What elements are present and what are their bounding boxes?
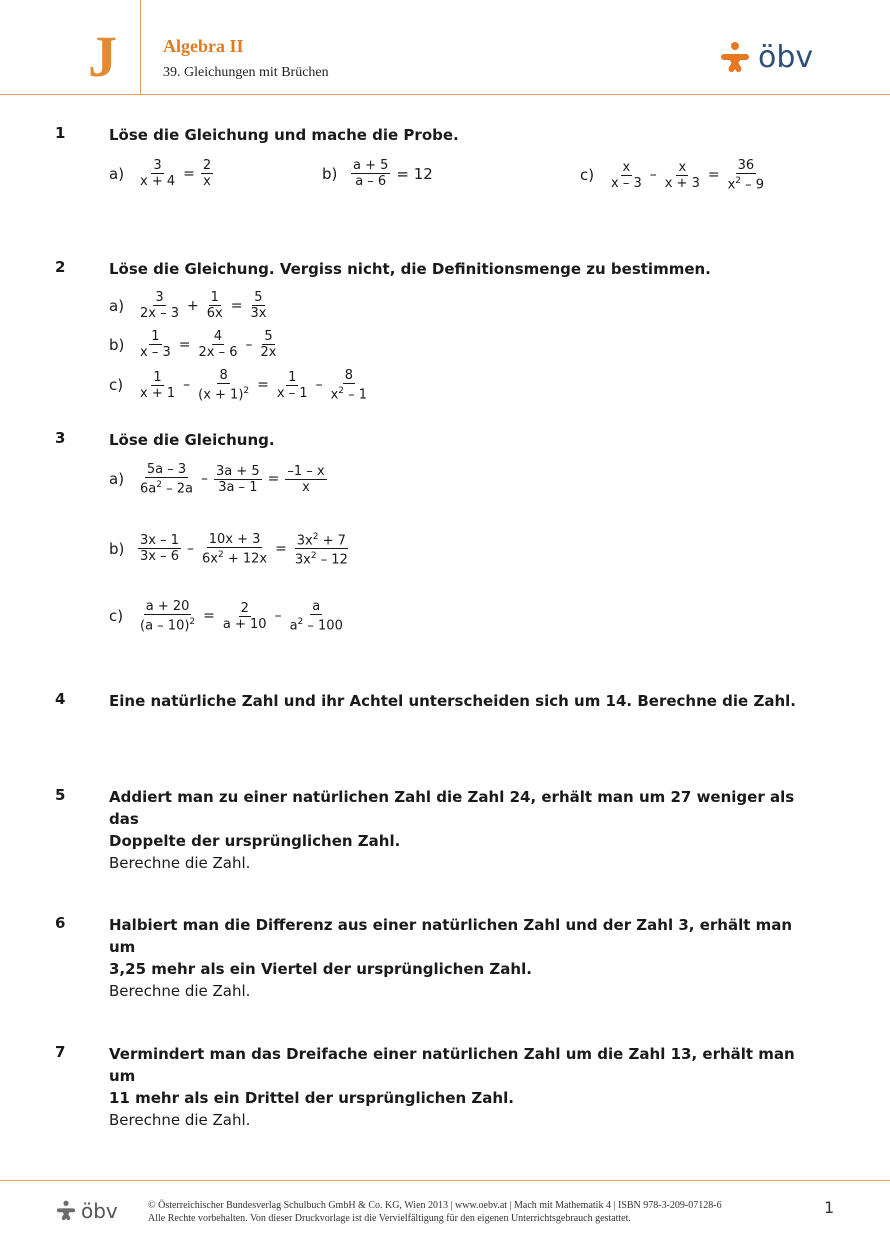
task-text: Löse die Gleichung. [109, 431, 275, 449]
fraction: $\frac{4}{2x - 6}$ [198, 329, 238, 360]
operator: – [183, 377, 191, 394]
footer-rule [0, 1180, 890, 1181]
task-number: 7 [55, 1043, 66, 1061]
star-logo-icon [718, 41, 752, 75]
header-rule [0, 94, 890, 95]
task-text [109, 786, 809, 874]
operator: – [187, 540, 194, 557]
operator: – [315, 377, 323, 394]
task-text: Löse die Gleichung. Vergiss nicht, die Definitionsmenge zu bestimmen. [109, 260, 711, 278]
operator: – [649, 167, 657, 184]
operator: = [707, 167, 720, 184]
footer-copyright [148, 1199, 722, 1225]
equation-3b [109, 530, 353, 568]
fraction: $\frac{5}{3x}$ [250, 290, 267, 321]
equation-3a [109, 462, 330, 496]
fraction: $\frac{1}{x + 1}$ [140, 369, 176, 401]
page-title: Algebra II [163, 36, 244, 56]
operator: = [257, 377, 269, 394]
equation-label: b) [109, 539, 125, 558]
operator: – [201, 471, 208, 488]
equation-label: c) [580, 166, 595, 185]
fraction: $\frac{3x - 1}{3x - 6}$ [140, 533, 179, 565]
fraction: $\frac{a + 5}{a - 6}$ [353, 158, 389, 189]
fraction: $\frac{10x + 3}{6x^2 + 12x}$ [202, 531, 268, 566]
fraction: $\frac{1}{x - 1}$ [276, 369, 308, 401]
equation-label: b) [322, 164, 338, 183]
fraction: $\frac{2}{x}$ [202, 158, 212, 189]
fraction: $\frac{5a - 3}{6a^2 - 2a}$ [140, 462, 193, 497]
equation-label: a) [109, 164, 125, 183]
fraction: $\frac{2}{a + 10}$ [222, 600, 267, 632]
fraction: $\frac{x}{x - 3}$ [611, 159, 642, 191]
task-text [109, 914, 809, 1002]
page-subtitle: 39. Gleichungen mit Brüchen [163, 65, 329, 80]
task-text: Eine natürliche Zahl und ihr Achtel unterscheiden sich um 14. Berechne die Zahl. [109, 692, 796, 710]
operator: – [274, 608, 282, 625]
operator: = [183, 165, 195, 182]
equation-label: a) [109, 470, 125, 489]
equation-1c [580, 158, 769, 192]
fraction: $\frac{5}{2x}$ [260, 329, 277, 360]
equation-label: c) [109, 376, 124, 395]
equation-label: c) [109, 607, 124, 626]
star-logo-icon [55, 1200, 77, 1222]
equation-label: a) [109, 296, 125, 315]
task-instruction: Berechne die Zahl. [109, 982, 251, 1000]
fraction: $\frac{3}{x + 4}$ [140, 158, 176, 189]
equation-3c [109, 599, 348, 633]
fraction: $\frac{8}{(x + 1)^2}$ [198, 368, 250, 403]
fraction: $\frac{8}{x^2 - 1}$ [330, 368, 368, 403]
fraction: $\frac{36}{x^2 - 9}$ [727, 158, 765, 193]
equation-1a [109, 158, 216, 189]
operator: = [267, 471, 280, 488]
task-line: 11 mehr als ein Drittel der ursprünglichen Zahl. [109, 1089, 514, 1107]
operator: = [203, 608, 215, 625]
fraction: $\frac{1}{6x}$ [206, 290, 223, 321]
task-number: 4 [55, 690, 66, 708]
copyright-line: © Österreichischer Bundesverlag Schulbuch GmbH & Co. KG, Wien 2013 | www.oebv.at | Mach mit Mathematik 4 | ISBN 978-3-209-07128-6 [148, 1200, 722, 1211]
fraction: $\frac{3a + 5}{3a - 1}$ [216, 463, 260, 495]
equation-label: b) [109, 335, 125, 354]
task-instruction: Berechne die Zahl. [109, 1111, 251, 1129]
page-number: 1 [824, 1198, 835, 1217]
fraction: $\frac{a}{a^2 - 100}$ [289, 599, 343, 634]
task-instruction: Berechne die Zahl. [109, 854, 251, 872]
task-text: Löse die Gleichung und mache die Probe. [109, 126, 459, 144]
fraction: $\frac{x}{x + 3}$ [664, 159, 700, 191]
fraction: $\frac{3}{2x - 3}$ [140, 290, 179, 321]
task-line: Halbiert man die Differenz aus einer natürlichen Zahl und der Zahl 3, erhält man um [109, 916, 793, 956]
footer-logo [55, 1199, 118, 1223]
equation-1b [322, 158, 436, 189]
task-number: 3 [55, 429, 66, 447]
rights-line: Alle Rechte vorbehalten. Von dieser Druckvorlage ist die Vervielfältigung für den eigenen Unterrichtsgebrauch gestattet. [148, 1213, 631, 1224]
series-letter: J [88, 24, 117, 89]
header-divider [140, 0, 141, 94]
task-number: 2 [55, 258, 66, 276]
operator: = [275, 540, 287, 557]
equation-2c [109, 368, 372, 402]
logo-text: öbv [758, 40, 814, 75]
task-line: Vermindert man das Dreifache einer natürlichen Zahl um die Zahl 13, erhält man um [109, 1045, 795, 1085]
operator: – [245, 336, 253, 353]
task-number: 1 [55, 124, 66, 142]
publisher-logo [718, 40, 813, 75]
task-number: 6 [55, 914, 66, 932]
footer-logo-text: öbv [81, 1199, 118, 1223]
fraction: $\frac{3x^2 + 7}{3x^2 - 12}$ [294, 532, 348, 568]
equation-2a [109, 290, 271, 321]
task-number: 5 [55, 786, 66, 804]
equation-2b [109, 329, 281, 360]
fraction: $\frac{1}{x - 3}$ [140, 329, 171, 360]
operator: = [230, 297, 243, 314]
task-line: Doppelte der ursprünglichen Zahl. [109, 832, 401, 850]
fraction: $\frac{a + 20}{(a - 10)^2}$ [140, 599, 196, 634]
task-line: Addiert man zu einer natürlichen Zahl die Zahl 24, erhält man um 27 weniger als das [109, 788, 795, 828]
operator: = [178, 336, 191, 353]
operator: + [187, 297, 199, 314]
task-line: 3,25 mehr als ein Viertel der ursprünglichen Zahl. [109, 960, 532, 978]
operator: = 12 [396, 164, 433, 183]
task-text [109, 1043, 809, 1131]
fraction: $\frac{-1 - x}{x}$ [287, 463, 325, 495]
